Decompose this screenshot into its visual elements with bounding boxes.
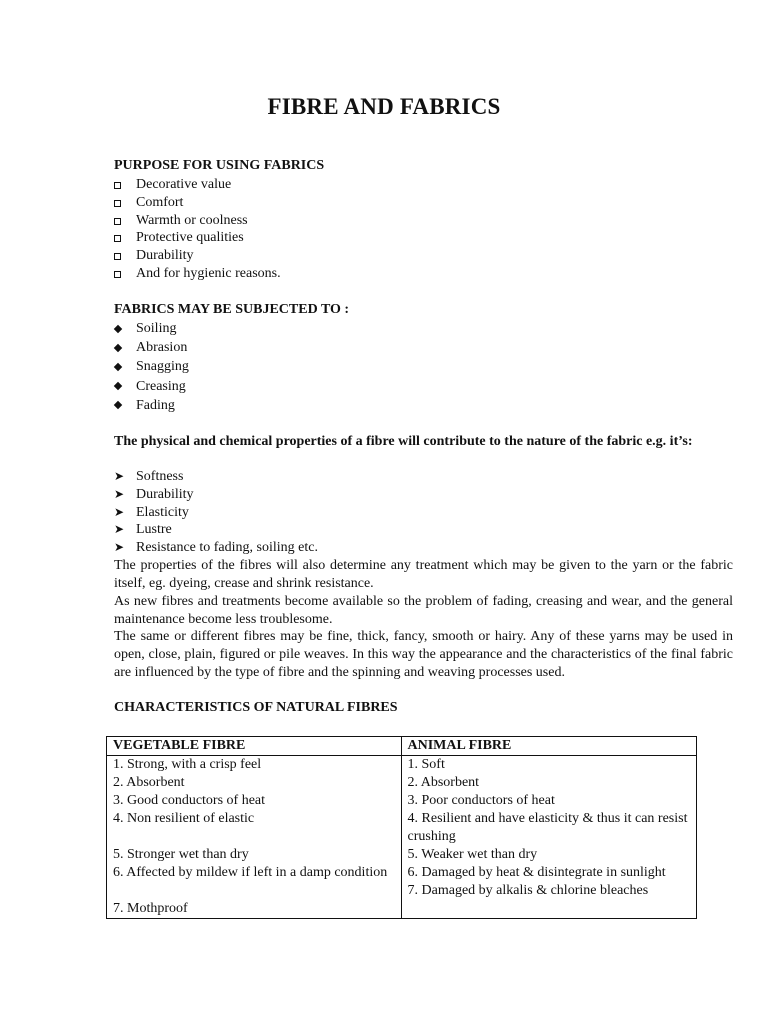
diamond-bullet-icon xyxy=(114,363,122,371)
list-item: ➤ Durability xyxy=(114,486,194,502)
table-row xyxy=(107,774,697,792)
square-bullet-icon xyxy=(114,253,121,260)
page-title: FIBRE AND FABRICS xyxy=(267,94,501,119)
table-cell: 4. Resilient and have elasticity & thus it can resist crushing xyxy=(401,810,696,846)
table-row xyxy=(107,810,697,846)
column-header-animal: ANIMAL FIBRE xyxy=(401,737,696,756)
properties-intro: The physical and chemical properties of a fibre will contribute to the nature of the fabric e.g. it’s: xyxy=(114,434,693,449)
list-item: Durability xyxy=(114,247,281,265)
column-header-vegetable: VEGETABLE FIBRE xyxy=(107,737,402,756)
table-cell: 6. Damaged by heat & disintegrate in sunlight xyxy=(401,864,696,882)
purpose-heading: PURPOSE FOR USING FABRICS xyxy=(114,158,325,173)
table-row xyxy=(107,756,697,775)
list-item: Creasing xyxy=(114,377,189,396)
arrow-bullet-icon: ➤ xyxy=(114,469,125,483)
list-item: Protective qualities xyxy=(114,229,281,247)
purpose-list xyxy=(114,176,281,283)
table-row xyxy=(107,864,697,882)
properties-list xyxy=(114,468,318,557)
arrow-bullet-icon: ➤ xyxy=(114,486,125,501)
arrow-bullet-icon: ➤ xyxy=(114,504,125,519)
subjected-list xyxy=(114,319,189,415)
subjected-heading: FABRICS MAY BE SUBJECTED TO : xyxy=(114,302,350,317)
list-item: Soiling xyxy=(114,319,189,338)
square-bullet-icon xyxy=(114,182,121,189)
table-cell: 6. Affected by mildew if left in a damp condition xyxy=(107,864,402,900)
list-item: Comfort xyxy=(114,194,281,212)
list-item: Fading xyxy=(114,396,189,415)
arrow-bullet-icon: ➤ xyxy=(114,522,125,537)
table-row xyxy=(107,792,697,810)
list-item: ➤ Softness xyxy=(114,469,184,484)
table-cell xyxy=(401,900,696,919)
diamond-bullet-icon xyxy=(114,343,122,351)
arrow-bullet-icon: ➤ xyxy=(114,540,125,555)
diamond-bullet-icon xyxy=(114,382,122,390)
table-cell: 5. Stronger wet than dry xyxy=(107,846,402,864)
list-item: Abrasion xyxy=(114,338,189,357)
table-cell: 4. Non resilient of elastic xyxy=(107,810,402,846)
table-cell: 3. Poor conductors of heat xyxy=(401,792,696,810)
paragraph: The properties of the fibres will also determine any treatment which may be given to the yarn or the fabric itself, eg. dyeing, crease and shrink resistance. xyxy=(114,558,733,591)
diamond-bullet-icon xyxy=(114,401,122,409)
paragraph: The same or different fibres may be fine, thick, fancy, smooth or hairy. Any of these yarns may be used in open, close, plain, figured or pile weaves. In this way the appearance and the characteristics of the final fabric are influenced by the type of fibre and the spinning and weaving processes used. xyxy=(114,629,733,680)
list-item: And for hygienic reasons. xyxy=(114,265,281,283)
list-item: ➤ Lustre xyxy=(114,522,172,538)
square-bullet-icon xyxy=(114,218,121,225)
list-item: Snagging xyxy=(114,357,189,376)
table-cell: 2. Absorbent xyxy=(401,774,696,792)
table-cell: 7. Damaged by alkalis & chlorine bleaches xyxy=(401,882,696,900)
paragraph: As new fibres and treatments become available so the problem of fading, creasing and wear, and the general maintenance become less troublesome. xyxy=(114,594,733,627)
table-row xyxy=(107,900,697,919)
table-cell: 3. Good conductors of heat xyxy=(107,792,402,810)
table-cell: 5. Weaker wet than dry xyxy=(401,846,696,864)
table-cell: 1. Soft xyxy=(401,756,696,775)
table-header-row xyxy=(107,737,697,756)
list-item: ➤ Elasticity xyxy=(114,504,189,520)
square-bullet-icon xyxy=(114,235,121,242)
list-item: Decorative value xyxy=(114,176,281,194)
diamond-bullet-icon xyxy=(114,324,122,332)
table-cell: 7. Mothproof xyxy=(107,900,402,919)
list-item: Warmth or coolness xyxy=(114,212,281,230)
square-bullet-icon xyxy=(114,271,121,278)
table-row xyxy=(107,846,697,864)
fibre-table xyxy=(106,736,697,919)
list-item: ➤ Resistance to fading, soiling etc. xyxy=(114,540,318,556)
square-bullet-icon xyxy=(114,200,121,207)
characteristics-heading: CHARACTERISTICS OF NATURAL FIBRES xyxy=(114,700,398,715)
table-cell: 2. Absorbent xyxy=(107,774,402,792)
table-cell: 1. Strong, with a crisp feel xyxy=(107,756,402,775)
